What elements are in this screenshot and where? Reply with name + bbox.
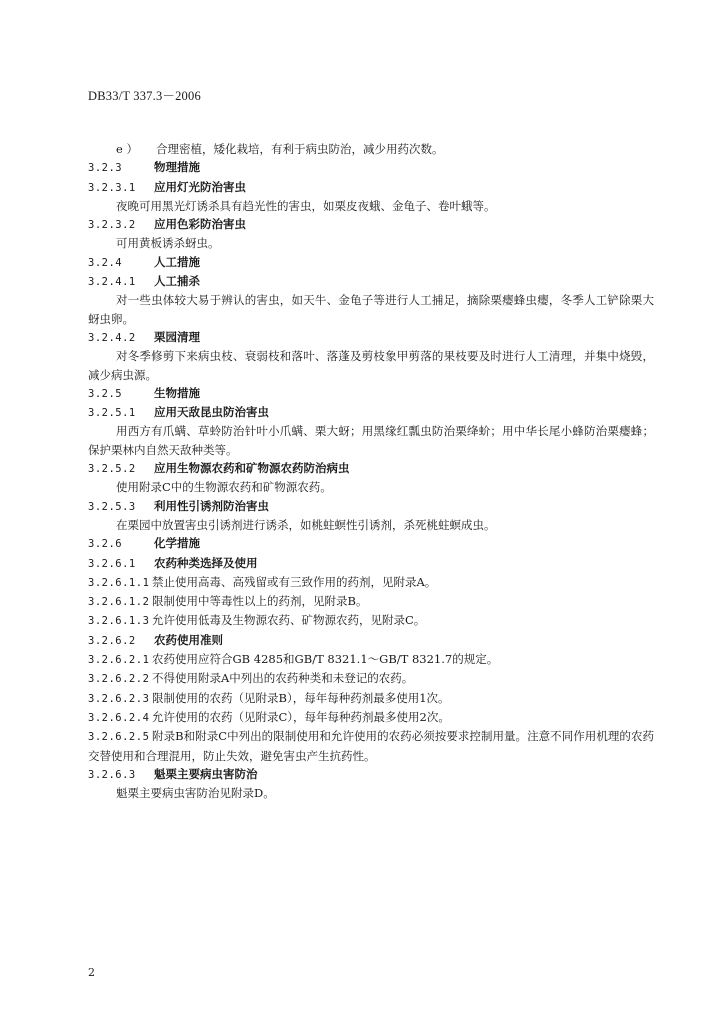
section-title: 人工措施 — [154, 254, 200, 269]
clause-number: 3.2.6.2.2 — [88, 673, 150, 686]
section-title: 应用生物源农药和矿物源农药防治病虫 — [154, 461, 350, 476]
clause-3-2-6-2-5 — [88, 727, 654, 765]
section-heading-3-2-6 — [88, 534, 654, 553]
paragraph: 在栗园中放置害虫引诱剂进行诱杀，如桃蛀螟性引诱剂，杀死桃蛀螟成虫。 — [116, 517, 496, 532]
clause-number: 3.2.6.2.5 — [88, 731, 150, 744]
clause-number: 3.2.6.2.4 — [88, 711, 150, 724]
paragraph: 用西方有爪螨、草蛉防治针叶小爪螨、栗大蚜；用黑缘红瓢虫防治栗绛蚧；用中华长尾小蜂防治栗瘿蜂；保护栗林内自然天敌种类等。 — [88, 424, 654, 457]
paragraph: 使用附录C中的生物源农药和矿物源农药。 — [116, 480, 332, 495]
clause-number: 3.2.6.1.3 — [88, 615, 150, 628]
section-number: 3.2.5 — [88, 387, 123, 400]
paragraph: 对冬季修剪下来病虫枝、衰弱枝和落叶、落蓬及剪枝象甲剪落的果枝要及时进行人工清理，并集中烧毁，减少病虫源。 — [88, 349, 654, 382]
section-heading-3-2-3 — [88, 158, 654, 177]
section-number: 3.2.5.3 — [88, 500, 136, 513]
section-title: 人工捕杀 — [154, 274, 200, 289]
section-number: 3.2.4 — [88, 256, 123, 269]
section-title: 物理措施 — [154, 160, 200, 175]
section-heading-3-2-6-3 — [88, 765, 654, 784]
paragraph: 对一些虫体较大易于辨认的害虫，如天牛、金龟子等进行人工捕足，摘除栗瘿蜂虫瘿，冬季人工铲除栗大蚜虫卵。 — [88, 293, 654, 326]
section-title: 魁栗主要病虫害防治 — [154, 766, 258, 781]
clause-text: 允许使用的农药（见附录C），每年每种药剂最多使用2次。 — [152, 709, 450, 724]
section-title: 利用性引诱剂防治害虫 — [154, 498, 269, 513]
section-number: 3.2.5.1 — [88, 407, 136, 420]
clause-text: 限制使用的农药（见附录B），每年每种药剂最多使用1次。 — [152, 690, 450, 705]
section-title: 农药使用准则 — [154, 632, 223, 647]
clause-3-2-6-2-4 — [88, 708, 654, 727]
clause-3-2-6-2-3 — [88, 689, 654, 708]
section-heading-3-2-5-3 — [88, 497, 654, 516]
section-title: 应用色彩防治害虫 — [154, 217, 246, 232]
section-number: 3.2.6.1 — [88, 557, 136, 570]
section-number: 3.2.6.3 — [88, 768, 136, 781]
clause-text: 附录B和附录C中列出的限制使用和允许使用的农药必须按要求控制用量。注意不同作用机理的农药交替使用和合理混用，防止失效，避免害虫产生抗药性。 — [88, 729, 654, 763]
section-title: 化学措施 — [154, 536, 200, 551]
section-heading-3-2-3-2 — [88, 215, 654, 234]
section-number: 3.2.3.1 — [88, 181, 136, 194]
clause-3-2-6-2-1 — [88, 650, 654, 669]
section-title: 栗园清理 — [154, 329, 200, 344]
section-number: 3.2.6.2 — [88, 634, 136, 647]
section-number: 3.2.4.2 — [88, 331, 136, 344]
section-heading-3-2-3-1 — [88, 178, 654, 197]
section-number: 3.2.3.2 — [88, 219, 136, 232]
document-body — [88, 140, 654, 802]
clause-3-2-6-2-2 — [88, 669, 654, 688]
section-heading-3-2-6-2 — [88, 631, 654, 650]
section-heading-3-2-5 — [88, 384, 654, 403]
clause-number: 3.2.6.1.1 — [88, 576, 150, 589]
paragraph: 可用黄板诱杀蚜虫。 — [116, 236, 220, 251]
section-heading-3-2-4 — [88, 253, 654, 272]
clause-3-2-6-1-2 — [88, 592, 654, 611]
clause-number: 3.2.6.2.1 — [88, 654, 150, 667]
paragraph: 魁栗主要病虫害防治见附录D。 — [116, 786, 275, 801]
clause-text: 限制使用中等毒性以上的药剂，见附录B。 — [152, 594, 368, 609]
list-item-e — [88, 140, 654, 158]
section-heading-3-2-5-1 — [88, 403, 654, 422]
clause-text: 农药使用应符合GB 4285和GB/T 8321.1～GB/T 8321.7的规定。 — [152, 652, 499, 667]
section-title: 应用灯光防治害虫 — [154, 179, 246, 194]
clause-text: 不得使用附录A中列出的农药种类和未登记的农药。 — [152, 671, 414, 686]
clause-3-2-6-1-3 — [88, 611, 654, 630]
document-header: DB33/T 337.3－2006 — [88, 89, 201, 103]
list-item-text: 合理密植，矮化栽培，有利于病虫防治，减少用药次数。 — [156, 142, 444, 156]
section-title: 生物措施 — [154, 385, 200, 400]
clause-text: 允许使用低毒及生物源农药、矿物源农药，见附录C。 — [152, 613, 426, 628]
section-number: 3.2.4.1 — [88, 276, 136, 289]
clause-number: 3.2.6.2.3 — [88, 692, 150, 705]
page-number: 2 — [88, 966, 95, 979]
clause-number: 3.2.6.1.2 — [88, 596, 150, 609]
section-number: 3.2.5.2 — [88, 463, 136, 476]
clause-text: 禁止使用高毒、高残留或有三致作用的药剂，见附录A。 — [152, 574, 437, 589]
section-heading-3-2-5-2 — [88, 459, 654, 478]
section-number: 3.2.3 — [88, 162, 123, 175]
section-title: 农药种类选择及使用 — [154, 555, 258, 570]
section-heading-3-2-6-1 — [88, 554, 654, 573]
section-heading-3-2-4-1 — [88, 272, 654, 291]
paragraph: 夜晚可用黑光灯诱杀具有趋光性的害虫，如栗皮夜蛾、金龟子、卷叶蛾等。 — [116, 198, 496, 213]
section-heading-3-2-4-2 — [88, 328, 654, 347]
clause-3-2-6-1-1 — [88, 573, 654, 592]
section-title: 应用天敌昆虫防治害虫 — [154, 405, 269, 420]
list-item-label: e ） — [116, 142, 138, 156]
section-number: 3.2.6 — [88, 538, 123, 551]
